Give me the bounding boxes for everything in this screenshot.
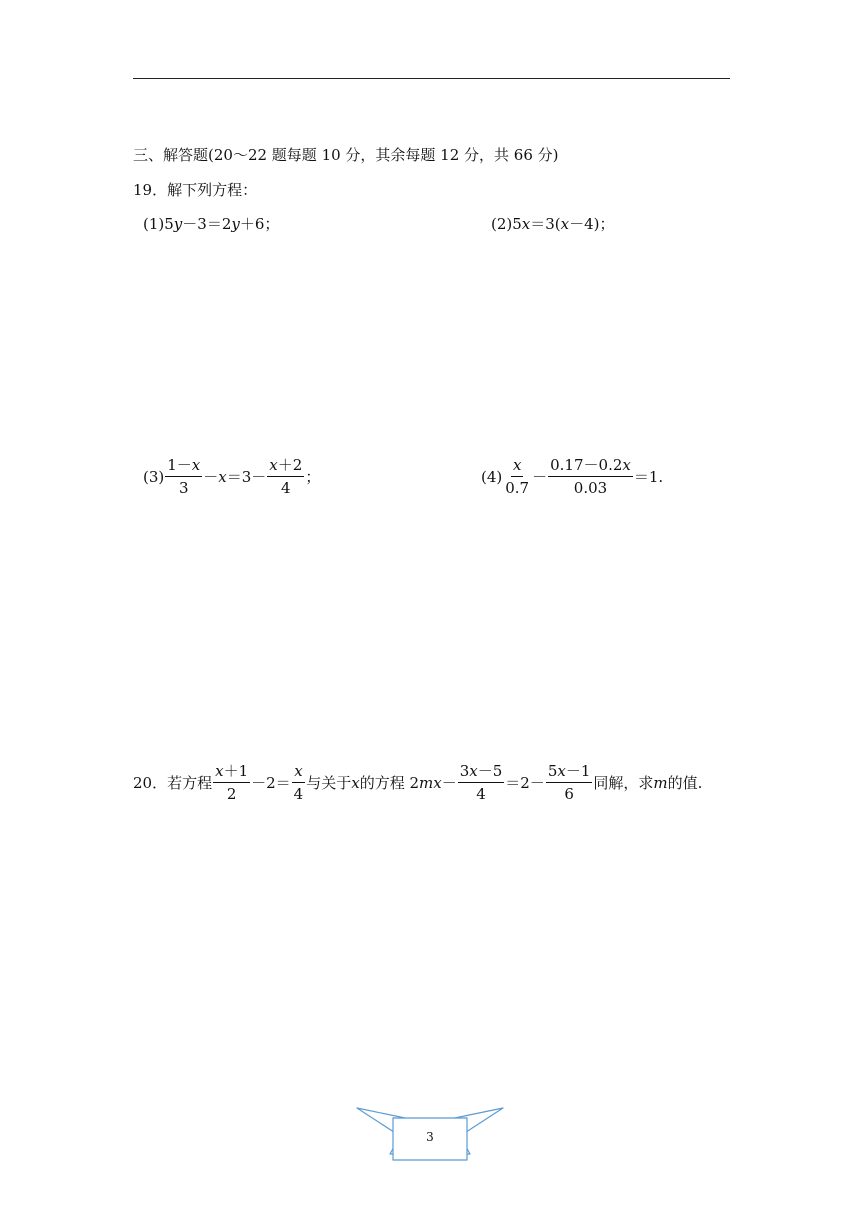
- page-number: 3: [426, 1130, 434, 1144]
- question-20: 20．若方程 $\frac{x+1}{2}$ －2＝ $\frac{x}{4}$ 与关于 x 的方程 2 mx － $\frac{3x-5}{4}$ ＝2－ $\frac{5x-1}{6}$ 同解，求 m 的值.: [133, 762, 703, 803]
- header-rule: [133, 78, 730, 79]
- q19-part-2: (2)5x＝3(x－4)；: [491, 215, 615, 233]
- fraction: $\frac{x}{0.7}$: [505, 456, 530, 497]
- fraction: $\frac{0.17-0.2x}{0.03}$: [550, 456, 631, 497]
- q19-part-4: (4) $\frac{x}{0.7}$ － $\frac{0.17-0.2x}{0.03}$ ＝1.: [481, 456, 664, 497]
- fraction: $\frac{5x-1}{6}$: [547, 762, 591, 803]
- question-19-label: 19．解下列方程：: [133, 181, 258, 199]
- fraction: $\frac{3x-5}{4}$: [459, 762, 503, 803]
- fraction: $\frac{x}{4}$: [293, 762, 304, 803]
- fraction: $\frac{x+1}{2}$: [215, 762, 249, 803]
- q19-part-3: (3) $\frac{1-x}{3}$ － x ＝3－ $\frac{x+2}{4}$ ；: [143, 456, 321, 497]
- fraction: $\frac{1-x}{3}$: [167, 456, 201, 497]
- q19-part-1: (1)5y－3＝2y＋6；: [143, 215, 280, 233]
- fraction: $\frac{x+2}{4}$: [269, 456, 303, 497]
- section-heading: 三、解答题(20～22 题每题 10 分，其余每题 12 分，共 66 分): [133, 146, 559, 164]
